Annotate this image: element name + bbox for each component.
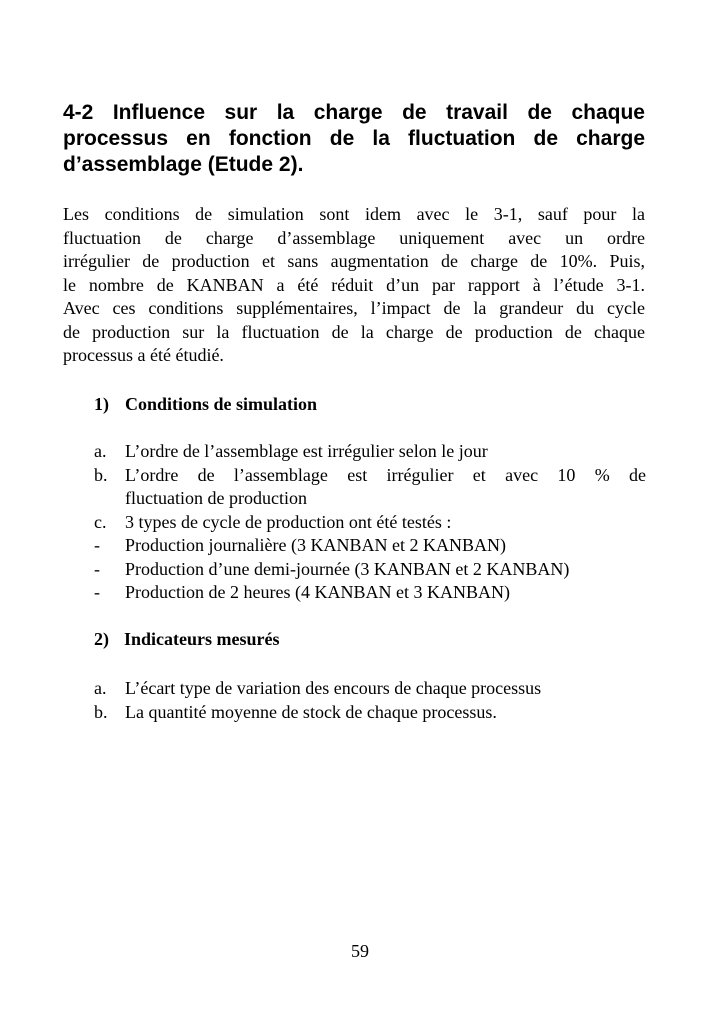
list-item-text: Production journalière (3 KANBAN et 2 KANBAN) — [125, 535, 506, 555]
list-item — [94, 534, 646, 558]
intro-line: processus a été étudié. — [63, 345, 224, 365]
list-item — [94, 440, 646, 464]
list-item — [94, 701, 646, 725]
page-number: 59 — [351, 941, 369, 961]
intro-line: fluctuation de charge d’assemblage uniquement avec un ordre — [63, 227, 645, 248]
list-marker: - — [94, 558, 100, 579]
list-item-text: 3 types de cycle de production ont été testés : — [125, 511, 452, 532]
subsection-title: Conditions de simulation — [125, 394, 318, 414]
section-heading: 4-2 Influence sur la charge de travail de chaque processus en fonction de la fluctuation de charge d’assemblage (Etude 2). — [63, 101, 645, 176]
list-item — [94, 464, 646, 511]
list-item-text: L’écart type de variation des encours de chaque processus — [125, 678, 542, 698]
list-marker: b. — [94, 464, 108, 485]
list-item-text: L’ordre de l’assemblage est irrégulier selon le jour — [125, 441, 488, 461]
list-item — [94, 511, 646, 535]
list-item-text — [125, 464, 646, 511]
list-item — [94, 581, 646, 605]
intro-line: Les conditions de simulation sont idem avec le 3-1, sauf pour la — [63, 204, 645, 224]
intro-line: irrégulier de production et sans augmentation de charge de 10%. Puis, — [63, 251, 645, 271]
subsection-heading-indicators — [94, 628, 280, 651]
list-item — [94, 677, 646, 701]
intro-line: le nombre de KANBAN a été réduit d’un par rapport à l’étude 3-1. — [63, 274, 645, 295]
list-marker: - — [94, 582, 100, 602]
intro-line: de production sur la fluctuation de la charge de production de chaque — [63, 321, 645, 342]
list-marker: a. — [94, 678, 107, 698]
list-marker: c. — [94, 511, 107, 532]
intro-paragraph — [63, 203, 645, 368]
subsection-number: 1) — [94, 394, 109, 414]
list-item-text: Production d’une demi-journée (3 KANBAN et 2 KANBAN) — [125, 558, 570, 579]
intro-line: Avec ces conditions supplémentaires, l’impact de la grandeur du cycle — [63, 298, 645, 318]
indicators-list — [94, 677, 646, 724]
subsection-title: Indicateurs mesurés — [124, 629, 280, 649]
subsection-heading-conditions — [94, 393, 317, 416]
list-marker: a. — [94, 441, 107, 461]
list-item-text: La quantité moyenne de stock de chaque processus. — [125, 701, 497, 722]
list-item — [94, 558, 646, 582]
list-item-line: fluctuation de production — [125, 488, 307, 508]
subsection-number: 2) — [94, 629, 109, 649]
conditions-list — [94, 440, 646, 605]
list-marker: - — [94, 535, 100, 555]
list-marker: b. — [94, 701, 108, 722]
list-item-text: Production de 2 heures (4 KANBAN et 3 KANBAN) — [125, 582, 510, 602]
list-item-line: L’ordre de l’assemblage est irrégulier et avec 10 % de — [125, 464, 646, 485]
